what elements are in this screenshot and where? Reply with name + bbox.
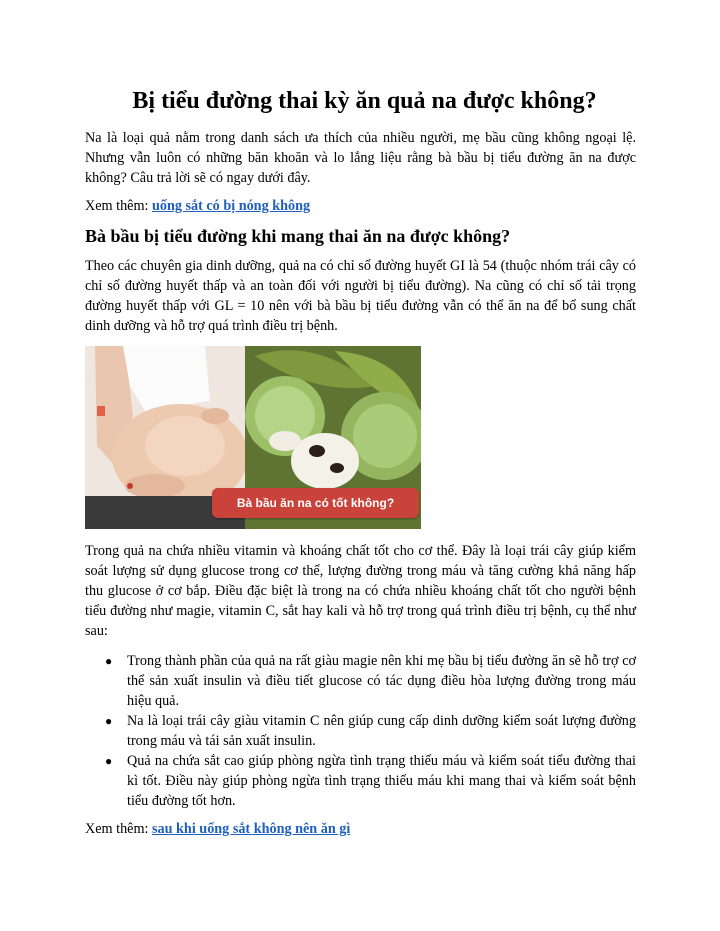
see-more-link-iron-heat[interactable]: uống sắt có bị nóng không — [151, 198, 311, 214]
bullet-icon: ● — [105, 714, 113, 728]
see-more-label: Xem thêm: — [85, 821, 152, 837]
list-item — [85, 711, 636, 751]
image-caption: Bà bầu ăn na có tốt không? — [212, 488, 419, 518]
list-item — [85, 651, 636, 711]
article-body — [85, 86, 636, 847]
article-title: Bị tiểu đường thai kỳ ăn quả na được không? — [132, 88, 597, 114]
see-more-2 — [85, 819, 636, 839]
bullet-icon: ● — [105, 754, 113, 768]
list-item-text: Quả na chứa sắt cao giúp phòng ngừa tình trạng thiếu máu và kiểm soát tiểu đường thai kì tốt. Điều này giúp phòng ngừa tình trạng thiếu máu khi mang thai và kiểm soát bệnh tiểu đường tốt hơn. — [127, 753, 636, 809]
bullet-icon: ● — [105, 654, 113, 668]
list-item-text: Trong thành phần của quả na rất giàu magie nên khi mẹ bầu bị tiểu đường ăn sẽ hỗ trợ cơ thể sản xuất insulin và điều tiết glucose có tác dụng điều hòa lượng đường trong máu hiệu quả. — [127, 653, 636, 709]
see-more-link-after-iron[interactable]: sau khi uống sắt không nên ăn gì — [151, 821, 351, 837]
intro-paragraph: Na là loại quả nằm trong danh sách ưa thích của nhiều người, mẹ bầu cũng không ngoại lệ. Nhưng vẫn luôn có những băn khoăn và lo lắng liệu rằng bà bầu bị tiểu đường ăn na được không? Câu trả lời sẽ có ngay dưới đây. — [85, 130, 636, 186]
see-more-label: Xem thêm: — [85, 198, 152, 214]
section-heading: Bà bầu bị tiểu đường khi mang thai ăn na được không? — [85, 226, 511, 246]
see-more-1 — [85, 196, 636, 216]
gi-paragraph: Theo các chuyên gia dinh dưỡng, quả na có chỉ số đường huyết GI là 54 (thuộc nhóm trái cây có chỉ số đường huyết thấp và an toàn đối với người bị tiểu đường). Na cũng có chỉ số tải trọng đường huyết thấp với GL = 10 nên với bà bầu bị tiểu đường vẫn có thể ăn na để bổ sung chất dinh dưỡng và hỗ trợ quá trình điều trị bệnh. — [85, 258, 636, 334]
benefit-list — [85, 651, 636, 811]
list-item — [85, 751, 636, 811]
article-image — [85, 346, 421, 529]
list-item-text: Na là loại trái cây giàu vitamin C nên giúp cung cấp dinh dưỡng kiểm soát lượng đường trong máu và tái sản xuất insulin. — [127, 713, 636, 749]
vitamin-paragraph: Trong quả na chứa nhiều vitamin và khoáng chất tốt cho cơ thể. Đây là loại trái cây giúp kiểm soát lượng sử dụng glucose trong cơ thể, lượng đường trong máu và tăng cường khả năng hấp thu glucose ở cơ bắp. Điều đặc biệt là trong na có chứa nhiều khoáng chất tốt cho người bệnh tiểu đường như magie, vitamin C, sắt hay kali và hỗ trợ trong quá trình điều trị bệnh, cụ thể như sau: — [85, 543, 636, 639]
